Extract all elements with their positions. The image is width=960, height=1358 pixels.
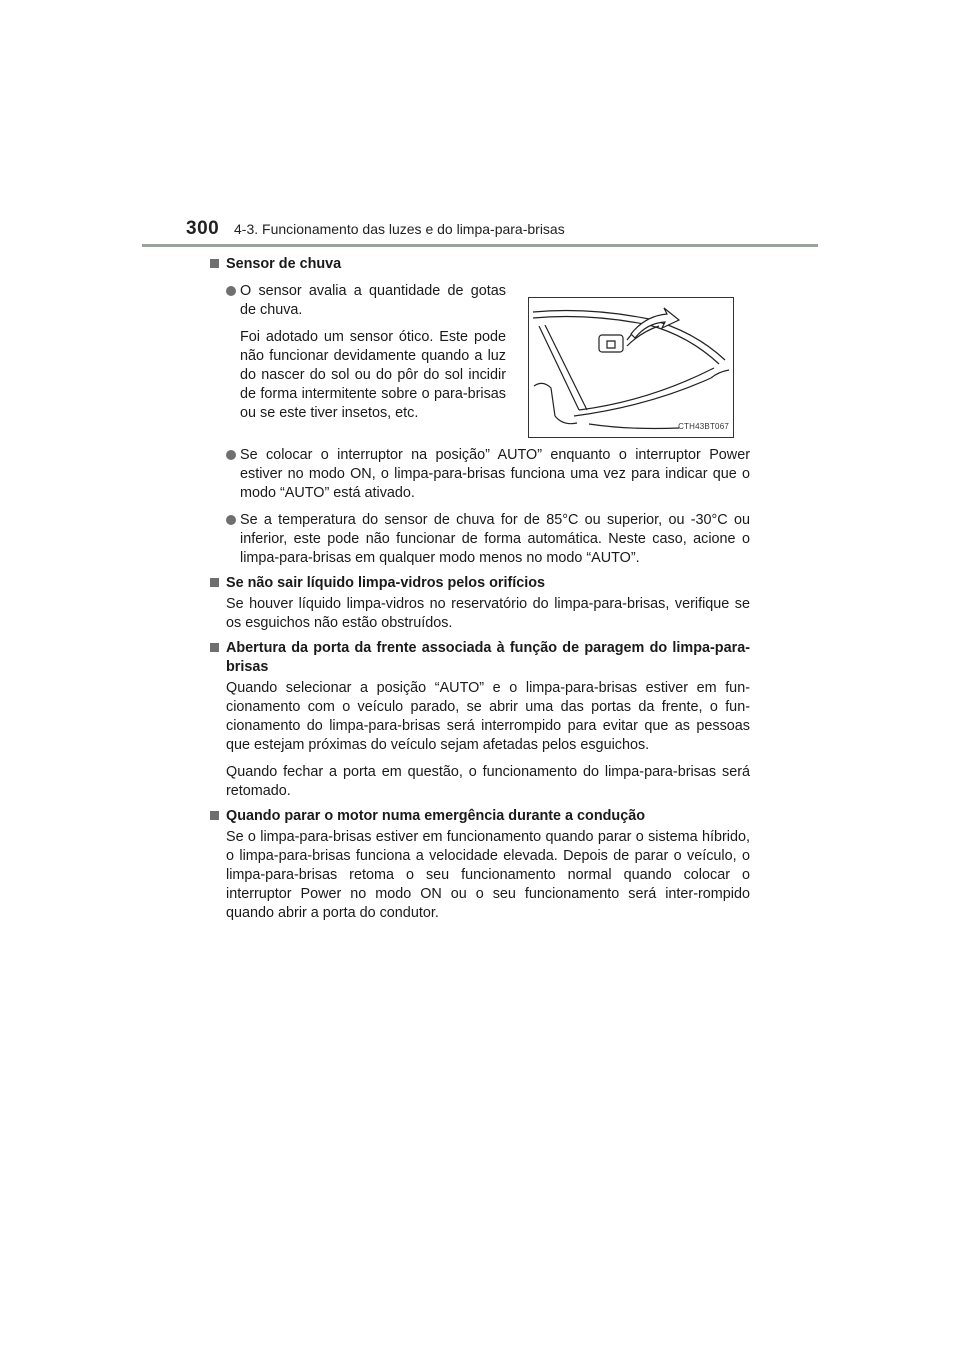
- section-heading: Se não sair líquido limpa-vidros pelos orifícios: [210, 574, 750, 593]
- body-paragraph: Se houver líquido limpa-vidros no reservatório do limpa-para-brisas, verifique se os esguichos não estão obstruídos.: [226, 596, 750, 631]
- section-title: 4-3. Funcionamento das luzes e do limpa-para-brisas: [234, 221, 565, 237]
- body-paragraph: Se o limpa-para-brisas estiver em funcionamento quando parar o sistema híbrido, o limpa-para-brisas funciona a velocidade elevada. Depois de parar o veículo, o limpa-para-brisas retoma o seu funcionamento normal quando colocar o interruptor Power no modo ON ou o seu funcionamento será inter-rompido quando abrir a porta do condutor.: [226, 829, 750, 921]
- rain-sensor-illustration: [528, 297, 734, 438]
- bullet-item: O sensor avalia a quantidade de gotas de chuva.: [210, 282, 506, 320]
- square-bullet-icon: [210, 811, 219, 820]
- section-rain-sensor: [210, 255, 750, 568]
- figure-text-column: [210, 274, 506, 423]
- body-paragraph: Quando fechar a porta em questão, o funcionamento do limpa-para-brisas será retomado.: [226, 764, 750, 799]
- body-paragraph: Quando selecionar a posição “AUTO” e o limpa-para-brisas estiver em fun-cionamento com o veículo parado, se abrir uma das portas da frente, o fun-cionamento do limpa-para-brisas será interrompido para evitar que as pessoas que estejam próximas do veículo sejam afetadas pelos esguichos.: [226, 680, 750, 753]
- section-emergency: [210, 807, 750, 923]
- bullet-item: Se a temperatura do sensor de chuva for de 85°C ou superior, ou -30°C ou inferior, este pode não funcionar de forma automática. Neste caso, acione o limpa-para-brisas em qualquer modo menos no modo “AUTO”.: [210, 511, 750, 568]
- page-content: [210, 255, 750, 929]
- round-bullet-icon: [226, 515, 236, 525]
- section-heading: Sensor de chuva: [210, 255, 750, 274]
- round-bullet-icon: [226, 450, 236, 460]
- square-bullet-icon: [210, 259, 219, 268]
- page-number: 300: [186, 218, 220, 239]
- bullet-with-figure: [210, 274, 750, 438]
- header-rule: [142, 244, 818, 247]
- square-bullet-icon: [210, 643, 219, 652]
- square-bullet-icon: [210, 578, 219, 587]
- section-no-fluid: [210, 574, 750, 633]
- section-front-door: [210, 639, 750, 801]
- bullet-item: Se colocar o interruptor na posição” AUTO” enquanto o interruptor Power estiver no modo ON, o limpa-para-brisas funciona uma vez para indicar que o modo “AUTO” está ativado.: [210, 446, 750, 503]
- section-heading: Abertura da porta da frente associada à função de paragem do limpa-para-brisas: [210, 639, 750, 677]
- section-heading: Quando parar o motor numa emergência durante a condução: [210, 807, 750, 826]
- round-bullet-icon: [226, 286, 236, 296]
- figure-code: CTH43BT067: [678, 422, 729, 431]
- bullet-subparagraph: Foi adotado um sensor ótico. Este pode não funcionar devidamente quando a luz do nascer do sol ou do pôr do sol incidir de forma intermitente sobre o para-brisas ou se este tiver insetos, etc.: [240, 329, 506, 421]
